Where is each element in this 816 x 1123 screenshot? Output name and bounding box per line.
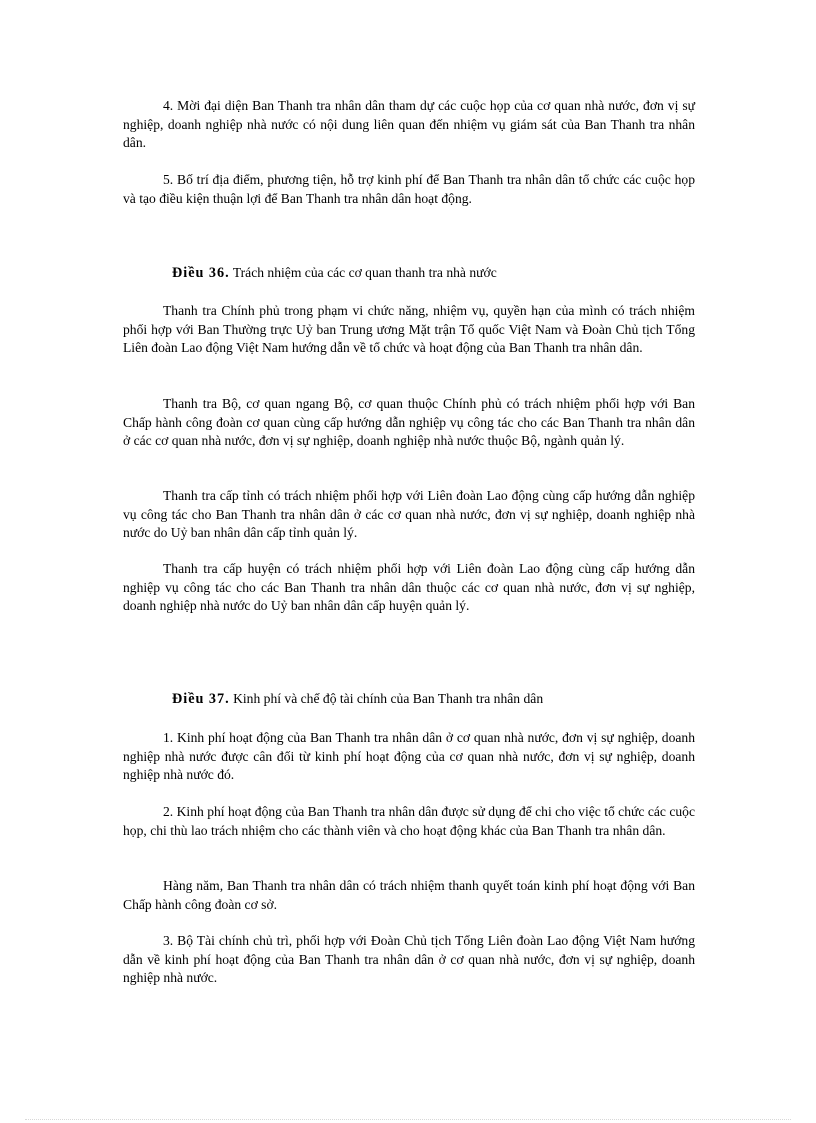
page-bottom-divider xyxy=(25,1119,791,1120)
article-37-number: Điều 37. xyxy=(172,691,230,707)
paragraph-article-36-2: Thanh tra Bộ, cơ quan ngang Bộ, cơ quan thuộc Chính phủ có trách nhiệm phối hợp với Ban Chấp hành công đoàn cơ quan cùng cấp hướng dẫn nghiệp vụ công tác cho các Ban Thanh tra nhân dân ở các cơ quan nhà nước, đơn vị sự nghiệp, doanh nghiệp nhà nước thuộc Bộ, ngành quản lý. xyxy=(123,396,695,448)
article-37-title: Kinh phí và chế độ tài chính của Ban Thanh tra nhân dân xyxy=(233,691,544,706)
paragraph-article-36-4: Thanh tra cấp huyện có trách nhiệm phối hợp với Liên đoàn Lao động cùng cấp hướng dẫn nghiệp vụ công tác cho các Ban Thanh tra nhân dân thuộc các cơ quan nhà nước, đơn vị sự nghiệp, doanh nghiệp nhà nước do Uỷ ban nhân dân cấp huyện quản lý. xyxy=(123,561,695,613)
article-37-heading xyxy=(172,690,543,708)
paragraph-article-37-1: 1. Kinh phí hoạt động của Ban Thanh tra nhân dân ở cơ quan nhà nước, đơn vị sự nghiệp, doanh nghiệp nhà nước được cân đối từ kinh phí hoạt động của cơ quan nhà nước, đơn vị sự nghiệp, doanh nghiệp nhà nước đó. xyxy=(123,730,695,782)
paragraph-article-37-2: 2. Kinh phí hoạt động của Ban Thanh tra nhân dân được sử dụng để chi cho việc tổ chức các cuộc họp, chi thù lao trách nhiệm cho các thành viên và cho hoạt động khác của Ban Thanh tra nhân dân. xyxy=(123,804,695,838)
article-36-heading xyxy=(172,264,497,282)
article-36-title: Trách nhiệm của các cơ quan thanh tra nhà nước xyxy=(232,265,497,280)
paragraph-clause-5: 5. Bố trí địa điểm, phương tiện, hỗ trợ kinh phí để Ban Thanh tra nhân dân tổ chức các cuộc họp và tạo điều kiện thuận lợi để Ban Thanh tra nhân dân hoạt động. xyxy=(123,172,695,206)
article-36-number: Điều 36. xyxy=(172,265,230,281)
paragraph-article-37-3: Hàng năm, Ban Thanh tra nhân dân có trách nhiệm thanh quyết toán kinh phí hoạt động với Ban Chấp hành công đoàn cơ sở. xyxy=(123,878,695,912)
paragraph-clause-4: 4. Mời đại diện Ban Thanh tra nhân dân tham dự các cuộc họp của cơ quan nhà nước, đơn vị sự nghiệp, doanh nghiệp nhà nước có nội dung liên quan đến nhiệm vụ giám sát của Ban Thanh tra nhân dân. xyxy=(123,98,695,150)
paragraph-article-37-4: 3. Bộ Tài chính chủ trì, phối hợp với Đoàn Chủ tịch Tổng Liên đoàn Lao động Việt Nam hướng dẫn về kinh phí hoạt động của Ban Thanh tra nhân dân ở cơ quan nhà nước, đơn vị sự nghiệp, doanh nghiệp nhà nước. xyxy=(123,933,695,985)
paragraph-article-36-1: Thanh tra Chính phủ trong phạm vi chức năng, nhiệm vụ, quyền hạn của mình có trách nhiệm phối hợp với Ban Thường trực Uỷ ban Trung ương Mặt trận Tổ quốc Việt Nam và Đoàn Chủ tịch Tổng Liên đoàn Lao động Việt Nam hướng dẫn về tổ chức và hoạt động của Ban Thanh tra nhân dân. xyxy=(123,303,695,355)
paragraph-article-36-3: Thanh tra cấp tỉnh có trách nhiệm phối hợp với Liên đoàn Lao động cùng cấp hướng dẫn nghiệp vụ công tác cho Ban Thanh tra nhân dân ở các cơ quan nhà nước, đơn vị sự nghiệp, doanh nghiệp nhà nước do Uỷ ban nhân dân cấp tỉnh quản lý. xyxy=(123,488,695,540)
